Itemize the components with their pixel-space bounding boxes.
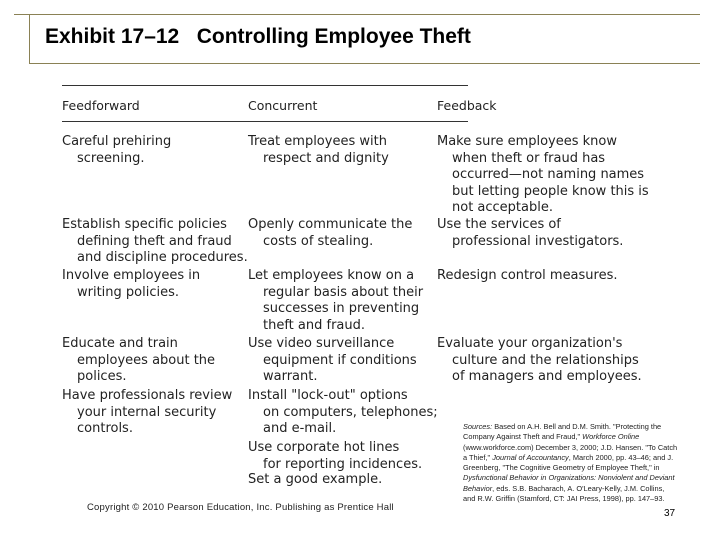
item-line: Careful prehiring [62,134,172,149]
item-line: employees about the [77,352,216,368]
item-line: regular basis about their [263,284,424,300]
item-line: Involve employees in [62,268,201,283]
item-line: warrant. [263,369,318,384]
item-line: Use corporate hot lines [248,440,400,455]
item-line: culture and the relationships [452,352,639,368]
item-line: Redesign control measures. [437,268,618,283]
concurrent-item-5 [248,388,438,438]
item-line: Set a good example. [248,472,383,487]
feedforward-item-5 [62,388,232,438]
item-line: of managers and employees. [452,369,642,384]
item-line: Educate and train [62,336,178,351]
frame-top-rule [14,14,700,15]
sources-title-1: Workforce Online [582,432,640,442]
concurrent-item-1 [248,134,389,167]
feedforward-item-4 [62,336,215,386]
sources-note [463,422,678,504]
item-line: Evaluate your organization's [437,336,623,351]
item-line: respect and dignity [263,150,389,166]
feedback-item-2 [437,217,623,250]
header-feedback: Feedback [437,98,497,113]
item-line: Treat employees with [248,134,387,149]
item-line: Make sure employees know [437,134,618,149]
header-bottom-rule [62,121,468,122]
item-line: for reporting incidences. [263,456,423,472]
feedback-item-1 [437,134,649,217]
sources-title-3: Dysfunctional Behavior in Organizations: Nonviolent and Deviant Behavior [463,473,675,493]
item-line: your internal security [77,404,217,420]
item-line: Openly communicate the [248,217,413,232]
sources-title-2: Journal of Accountancy [492,452,569,462]
concurrent-item-4 [248,336,417,386]
item-line: costs of stealing. [263,233,374,249]
slide-title: Exhibit 17–12 Controlling Employee Theft [45,25,471,48]
table-top-rule [62,85,468,86]
item-line: Establish specific policies [62,217,227,232]
title-underline [29,63,700,64]
item-line: Use the services of [437,217,561,232]
item-line: when theft or fraud has [452,150,606,166]
sources-text-3: , March 2000, pp. 43–46; and J. Greenberg, "The Cognitive Geometry of Employee Theft," in [463,452,674,473]
item-line: theft and fraud. [263,317,366,333]
feedforward-item-2 [62,217,248,267]
concurrent-item-6 [248,440,422,473]
page-number: 37 [664,508,676,519]
concurrent-item-3 [248,268,423,334]
item-line: not acceptable. [452,200,553,215]
feedback-item-4 [437,336,642,386]
sources-text-1: Based on A.H. Bell and D.M. Smith. "Protecting the Company Against Theft and Fraud," [463,422,662,442]
item-line: polices. [77,369,127,384]
sources-label: Sources: [463,422,493,431]
item-line: Install "lock-out" options [248,388,408,403]
item-line: defining theft and fraud [77,233,232,249]
sources-text-2: (www.workforce.com) December 3, 2000; J.D. Hansen. "To Catch a Thief," [463,442,678,462]
item-line: screening. [77,150,145,166]
sources-text-4: , eds. S.B. Bacharach, A. O'Leary-Kelly, J.M. Collins, and R.W. Griffin (Stamford, CT: JAI Press, 1998), pp. 147–93. [463,483,665,504]
item-line: but letting people know this is [452,183,649,199]
frame-side-rule [29,14,30,64]
concurrent-item-2 [248,217,412,250]
item-line: and discipline procedures. [77,250,248,265]
feedback-item-3 [437,268,618,285]
item-line: and e-mail. [263,421,337,436]
feedforward-item-1 [62,134,171,167]
item-line: controls. [77,421,133,436]
item-line: professional investigators. [452,233,624,249]
item-line: occurred—not naming names [452,167,645,182]
header-feedforward: Feedforward [62,98,140,113]
item-line: Let employees know on a [248,268,415,283]
item-line: on computers, telephones; [263,404,438,420]
item-line: equipment if conditions [263,352,417,368]
copyright-notice: Copyright © 2010 Pearson Education, Inc. Publishing as Prentice Hall [87,502,394,513]
item-line: Have professionals review [62,388,233,403]
concurrent-item-7 [248,472,382,489]
feedforward-item-3 [62,268,200,301]
item-line: successes in preventing [263,301,420,316]
item-line: Use video surveillance [248,336,395,351]
item-line: writing policies. [77,284,180,300]
header-concurrent: Concurrent [248,98,318,113]
